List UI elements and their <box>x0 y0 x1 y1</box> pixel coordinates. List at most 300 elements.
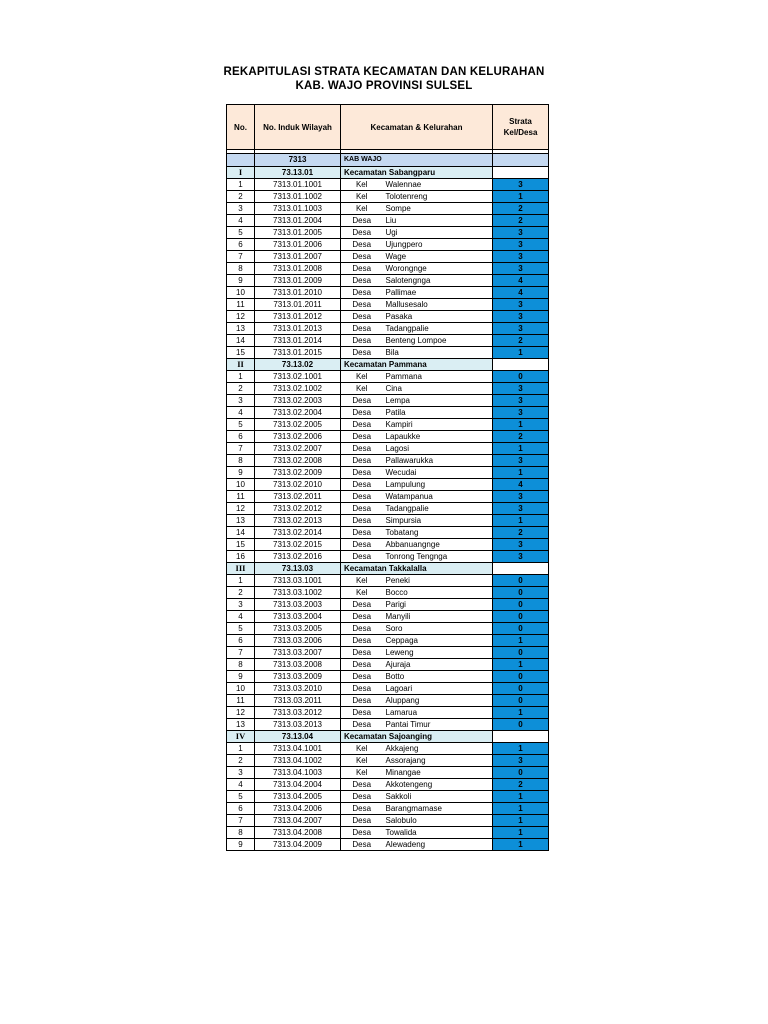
row-type: Desa <box>341 263 383 275</box>
row-name: Lagoari <box>383 683 493 695</box>
row-name: Lapaukke <box>383 431 493 443</box>
row-strata: 3 <box>493 455 549 467</box>
row-name: Peneki <box>383 575 493 587</box>
kecamatan-row <box>227 167 549 179</box>
row-strata: 2 <box>493 779 549 791</box>
row-strata: 1 <box>493 707 549 719</box>
table-row <box>227 515 549 527</box>
row-nik: 7313.03.2011 <box>255 695 341 707</box>
row-strata: 2 <box>493 215 549 227</box>
row-nik: 7313.02.2008 <box>255 455 341 467</box>
row-strata: 2 <box>493 431 549 443</box>
row-type: Desa <box>341 335 383 347</box>
row-name: Ajuraja <box>383 659 493 671</box>
table-row <box>227 539 549 551</box>
table-row <box>227 191 549 203</box>
row-name: Akkotengeng <box>383 779 493 791</box>
row-no: 6 <box>227 803 255 815</box>
row-name: Ceppaga <box>383 635 493 647</box>
table-row <box>227 755 549 767</box>
row-nik: 7313.03.2004 <box>255 611 341 623</box>
row-type: Desa <box>341 683 383 695</box>
table-row <box>227 503 549 515</box>
row-type: Kel <box>341 743 383 755</box>
row-name: Aluppang <box>383 695 493 707</box>
row-strata: 1 <box>493 791 549 803</box>
row-name: Sakkoli <box>383 791 493 803</box>
kecamatan-code: 73.13.03 <box>255 563 341 575</box>
row-name: Tonrong Tengnga <box>383 551 493 563</box>
row-no: 9 <box>227 275 255 287</box>
row-type: Kel <box>341 383 383 395</box>
table-row <box>227 203 549 215</box>
row-nik: 7313.01.2009 <box>255 275 341 287</box>
row-nik: 7313.01.2013 <box>255 323 341 335</box>
row-no: 3 <box>227 395 255 407</box>
table-row <box>227 335 549 347</box>
row-no: 7 <box>227 647 255 659</box>
row-strata: 0 <box>493 695 549 707</box>
table-row <box>227 767 549 779</box>
row-no: 10 <box>227 287 255 299</box>
row-name: Lagosi <box>383 443 493 455</box>
row-name: Watampanua <box>383 491 493 503</box>
table-row <box>227 215 549 227</box>
header-name: Kecamatan & Kelurahan <box>341 105 493 150</box>
row-name: Pallawarukka <box>383 455 493 467</box>
row-nik: 7313.04.2004 <box>255 779 341 791</box>
table-row <box>227 443 549 455</box>
row-nik: 7313.03.2006 <box>255 635 341 647</box>
table-row <box>227 647 549 659</box>
table-row <box>227 263 549 275</box>
row-strata: 1 <box>493 815 549 827</box>
row-type: Kel <box>341 587 383 599</box>
row-nik: 7313.03.1002 <box>255 587 341 599</box>
table-row <box>227 383 549 395</box>
row-strata: 0 <box>493 623 549 635</box>
kecamatan-roman: II <box>227 359 255 371</box>
row-nik: 7313.04.2006 <box>255 803 341 815</box>
row-nik: 7313.03.1001 <box>255 575 341 587</box>
table-row <box>227 707 549 719</box>
table-row <box>227 479 549 491</box>
kecamatan-strata-cell <box>493 731 549 743</box>
row-name: Tolotenreng <box>383 191 493 203</box>
row-type: Desa <box>341 527 383 539</box>
row-no: 7 <box>227 815 255 827</box>
kecamatan-name: Kecamatan Sajoanging <box>341 731 493 743</box>
row-nik: 7313.01.1002 <box>255 191 341 203</box>
row-no: 5 <box>227 227 255 239</box>
table-row <box>227 239 549 251</box>
row-type: Desa <box>341 827 383 839</box>
row-name: Soro <box>383 623 493 635</box>
row-no: 6 <box>227 431 255 443</box>
table-row <box>227 431 549 443</box>
row-strata: 3 <box>493 299 549 311</box>
strata-table <box>226 104 549 851</box>
row-strata: 4 <box>493 287 549 299</box>
kab-strata-cell <box>493 154 549 167</box>
kecamatan-row <box>227 731 549 743</box>
row-type: Desa <box>341 347 383 359</box>
row-name: Botto <box>383 671 493 683</box>
row-type: Desa <box>341 647 383 659</box>
row-type: Desa <box>341 323 383 335</box>
row-no: 6 <box>227 239 255 251</box>
row-strata: 0 <box>493 671 549 683</box>
row-name: Pallimae <box>383 287 493 299</box>
row-no: 7 <box>227 251 255 263</box>
table-row <box>227 803 549 815</box>
row-name: Lempa <box>383 395 493 407</box>
row-no: 12 <box>227 707 255 719</box>
row-no: 1 <box>227 575 255 587</box>
row-nik: 7313.03.2007 <box>255 647 341 659</box>
table-row <box>227 371 549 383</box>
row-nik: 7313.04.1003 <box>255 767 341 779</box>
row-strata: 1 <box>493 803 549 815</box>
row-name: Bila <box>383 347 493 359</box>
row-type: Desa <box>341 707 383 719</box>
table-row <box>227 791 549 803</box>
row-nik: 7313.04.1002 <box>255 755 341 767</box>
row-name: Pantai Timur <box>383 719 493 731</box>
row-type: Desa <box>341 491 383 503</box>
row-strata: 0 <box>493 719 549 731</box>
row-type: Desa <box>341 803 383 815</box>
row-type: Desa <box>341 239 383 251</box>
row-name: Tadangpalie <box>383 323 493 335</box>
row-nik: 7313.03.2013 <box>255 719 341 731</box>
row-no: 5 <box>227 791 255 803</box>
row-type: Desa <box>341 395 383 407</box>
row-strata: 3 <box>493 491 549 503</box>
strata-table-body <box>227 105 549 851</box>
row-name: Simpursia <box>383 515 493 527</box>
row-nik: 7313.03.2005 <box>255 623 341 635</box>
row-name: Wage <box>383 251 493 263</box>
row-strata: 1 <box>493 659 549 671</box>
row-no: 9 <box>227 671 255 683</box>
row-no: 12 <box>227 311 255 323</box>
row-name: Worongnge <box>383 263 493 275</box>
row-nik: 7313.02.2005 <box>255 419 341 431</box>
row-strata: 0 <box>493 587 549 599</box>
row-nik: 7313.02.2012 <box>255 503 341 515</box>
row-name: Towalida <box>383 827 493 839</box>
kecamatan-strata-cell <box>493 167 549 179</box>
row-no: 13 <box>227 515 255 527</box>
row-nik: 7313.03.2012 <box>255 707 341 719</box>
row-strata: 1 <box>493 827 549 839</box>
row-name: Leweng <box>383 647 493 659</box>
table-row <box>227 635 549 647</box>
table-row <box>227 287 549 299</box>
row-type: Kel <box>341 755 383 767</box>
table-row <box>227 455 549 467</box>
kecamatan-roman: III <box>227 563 255 575</box>
row-strata: 3 <box>493 407 549 419</box>
row-name: Parigi <box>383 599 493 611</box>
kecamatan-code: 73.13.04 <box>255 731 341 743</box>
row-strata: 3 <box>493 179 549 191</box>
row-no: 2 <box>227 383 255 395</box>
row-no: 10 <box>227 683 255 695</box>
row-type: Desa <box>341 251 383 263</box>
row-nik: 7313.01.1003 <box>255 203 341 215</box>
table-row <box>227 551 549 563</box>
row-name: Ujungpero <box>383 239 493 251</box>
row-nik: 7313.02.2006 <box>255 431 341 443</box>
row-no: 14 <box>227 527 255 539</box>
row-nik: 7313.01.2006 <box>255 239 341 251</box>
row-nik: 7313.02.2014 <box>255 527 341 539</box>
row-nik: 7313.02.2007 <box>255 443 341 455</box>
table-row <box>227 251 549 263</box>
row-no: 4 <box>227 407 255 419</box>
row-type: Desa <box>341 539 383 551</box>
table-row <box>227 827 549 839</box>
row-nik: 7313.02.1002 <box>255 383 341 395</box>
row-no: 1 <box>227 743 255 755</box>
row-strata: 3 <box>493 239 549 251</box>
row-no: 5 <box>227 623 255 635</box>
row-nik: 7313.04.2007 <box>255 815 341 827</box>
row-type: Desa <box>341 671 383 683</box>
kecamatan-name: Kecamatan Takkalalla <box>341 563 493 575</box>
row-type: Desa <box>341 635 383 647</box>
row-type: Desa <box>341 431 383 443</box>
row-type: Kel <box>341 203 383 215</box>
row-no: 13 <box>227 323 255 335</box>
table-row <box>227 695 549 707</box>
kab-no-cell <box>227 154 255 167</box>
header-no: No. <box>227 105 255 150</box>
table-row <box>227 815 549 827</box>
table-row <box>227 227 549 239</box>
row-nik: 7313.02.2011 <box>255 491 341 503</box>
kecamatan-name: Kecamatan Sabangparu <box>341 167 493 179</box>
table-row <box>227 623 549 635</box>
row-type: Desa <box>341 287 383 299</box>
row-type: Desa <box>341 623 383 635</box>
header-nik: No. Induk Wilayah <box>255 105 341 150</box>
row-no: 10 <box>227 479 255 491</box>
row-name: Benteng Lompoe <box>383 335 493 347</box>
row-type: Desa <box>341 311 383 323</box>
table-row <box>227 491 549 503</box>
row-type: Desa <box>341 779 383 791</box>
row-no: 7 <box>227 443 255 455</box>
row-nik: 7313.02.2016 <box>255 551 341 563</box>
row-strata: 1 <box>493 515 549 527</box>
row-name: Salotengnga <box>383 275 493 287</box>
row-strata: 1 <box>493 467 549 479</box>
table-row <box>227 599 549 611</box>
row-name: Alewadeng <box>383 839 493 851</box>
row-name: Ugi <box>383 227 493 239</box>
row-name: Pammana <box>383 371 493 383</box>
row-strata: 3 <box>493 251 549 263</box>
header-row <box>227 105 549 150</box>
row-type: Desa <box>341 551 383 563</box>
row-strata: 3 <box>493 755 549 767</box>
row-strata: 0 <box>493 611 549 623</box>
row-type: Desa <box>341 599 383 611</box>
row-strata: 3 <box>493 395 549 407</box>
table-row <box>227 347 549 359</box>
row-no: 8 <box>227 827 255 839</box>
row-nik: 7313.01.2007 <box>255 251 341 263</box>
row-name: Walennae <box>383 179 493 191</box>
row-nik: 7313.01.2005 <box>255 227 341 239</box>
row-name: Cina <box>383 383 493 395</box>
row-type: Desa <box>341 515 383 527</box>
document-title: REKAPITULASI STRATA KECAMATAN DAN KELURAHAN <box>223 66 545 78</box>
row-nik: 7313.03.2010 <box>255 683 341 695</box>
row-no: 9 <box>227 839 255 851</box>
table-row <box>227 611 549 623</box>
kecamatan-strata-cell <box>493 563 549 575</box>
row-nik: 7313.02.2010 <box>255 479 341 491</box>
row-type: Desa <box>341 419 383 431</box>
row-name: Tadangpalie <box>383 503 493 515</box>
row-strata: 3 <box>493 323 549 335</box>
row-nik: 7313.02.1001 <box>255 371 341 383</box>
row-no: 4 <box>227 215 255 227</box>
table-row <box>227 395 549 407</box>
row-nik: 7313.02.2015 <box>255 539 341 551</box>
row-strata: 0 <box>493 683 549 695</box>
row-no: 3 <box>227 767 255 779</box>
row-nik: 7313.01.2012 <box>255 311 341 323</box>
row-name: Wecudai <box>383 467 493 479</box>
table-row <box>227 299 549 311</box>
row-name: Kampiri <box>383 419 493 431</box>
row-strata: 0 <box>493 767 549 779</box>
kecamatan-row <box>227 563 549 575</box>
row-name: Lamarua <box>383 707 493 719</box>
row-strata: 4 <box>493 275 549 287</box>
row-type: Desa <box>341 443 383 455</box>
row-strata: 2 <box>493 527 549 539</box>
row-no: 3 <box>227 599 255 611</box>
row-no: 5 <box>227 419 255 431</box>
row-type: Kel <box>341 371 383 383</box>
kecamatan-name: Kecamatan Pammana <box>341 359 493 371</box>
row-strata: 3 <box>493 263 549 275</box>
row-type: Kel <box>341 179 383 191</box>
row-nik: 7313.02.2004 <box>255 407 341 419</box>
row-name: Salobulo <box>383 815 493 827</box>
row-strata: 4 <box>493 479 549 491</box>
row-type: Desa <box>341 275 383 287</box>
row-type: Desa <box>341 791 383 803</box>
kab-name: KAB WAJO <box>341 154 493 167</box>
row-name: Barangmamase <box>383 803 493 815</box>
table-row <box>227 659 549 671</box>
row-strata: 3 <box>493 539 549 551</box>
row-no: 9 <box>227 467 255 479</box>
table-row <box>227 179 549 191</box>
row-nik: 7313.01.2014 <box>255 335 341 347</box>
row-nik: 7313.01.2004 <box>255 215 341 227</box>
row-strata: 0 <box>493 371 549 383</box>
row-no: 12 <box>227 503 255 515</box>
row-no: 8 <box>227 659 255 671</box>
row-nik: 7313.02.2009 <box>255 467 341 479</box>
row-no: 2 <box>227 755 255 767</box>
document-subtitle: KAB. WAJO PROVINSI SULSEL <box>295 80 473 92</box>
row-name: Pasaka <box>383 311 493 323</box>
row-type: Desa <box>341 503 383 515</box>
row-name: Minangae <box>383 767 493 779</box>
row-type: Desa <box>341 479 383 491</box>
table-row <box>227 311 549 323</box>
row-type: Desa <box>341 227 383 239</box>
row-nik: 7313.01.2010 <box>255 287 341 299</box>
row-strata: 3 <box>493 503 549 515</box>
row-strata: 0 <box>493 599 549 611</box>
table-row <box>227 467 549 479</box>
row-name: Tobatang <box>383 527 493 539</box>
row-no: 14 <box>227 335 255 347</box>
row-no: 13 <box>227 719 255 731</box>
row-no: 15 <box>227 347 255 359</box>
row-nik: 7313.01.1001 <box>255 179 341 191</box>
table-row <box>227 671 549 683</box>
row-strata: 3 <box>493 383 549 395</box>
row-nik: 7313.03.2009 <box>255 671 341 683</box>
header-strata: Strata Kel/Desa <box>493 105 549 150</box>
table-row <box>227 527 549 539</box>
row-strata: 1 <box>493 347 549 359</box>
row-strata: 3 <box>493 551 549 563</box>
row-no: 8 <box>227 263 255 275</box>
row-no: 11 <box>227 491 255 503</box>
row-type: Desa <box>341 215 383 227</box>
row-strata: 1 <box>493 743 549 755</box>
row-nik: 7313.03.2008 <box>255 659 341 671</box>
kab-code: 7313 <box>255 154 341 167</box>
row-nik: 7313.03.2003 <box>255 599 341 611</box>
row-no: 11 <box>227 695 255 707</box>
table-row <box>227 419 549 431</box>
row-strata: 1 <box>493 635 549 647</box>
row-name: Manyili <box>383 611 493 623</box>
row-no: 8 <box>227 455 255 467</box>
row-strata: 2 <box>493 335 549 347</box>
row-name: Bocco <box>383 587 493 599</box>
row-nik: 7313.02.2013 <box>255 515 341 527</box>
table-row <box>227 575 549 587</box>
kecamatan-strata-cell <box>493 359 549 371</box>
row-no: 16 <box>227 551 255 563</box>
row-strata: 3 <box>493 227 549 239</box>
row-strata: 1 <box>493 443 549 455</box>
row-type: Desa <box>341 611 383 623</box>
row-strata: 0 <box>493 647 549 659</box>
row-nik: 7313.04.2008 <box>255 827 341 839</box>
row-type: Desa <box>341 659 383 671</box>
row-no: 4 <box>227 779 255 791</box>
row-type: Desa <box>341 467 383 479</box>
row-no: 15 <box>227 539 255 551</box>
row-name: Sompe <box>383 203 493 215</box>
row-name: Mallusesalo <box>383 299 493 311</box>
